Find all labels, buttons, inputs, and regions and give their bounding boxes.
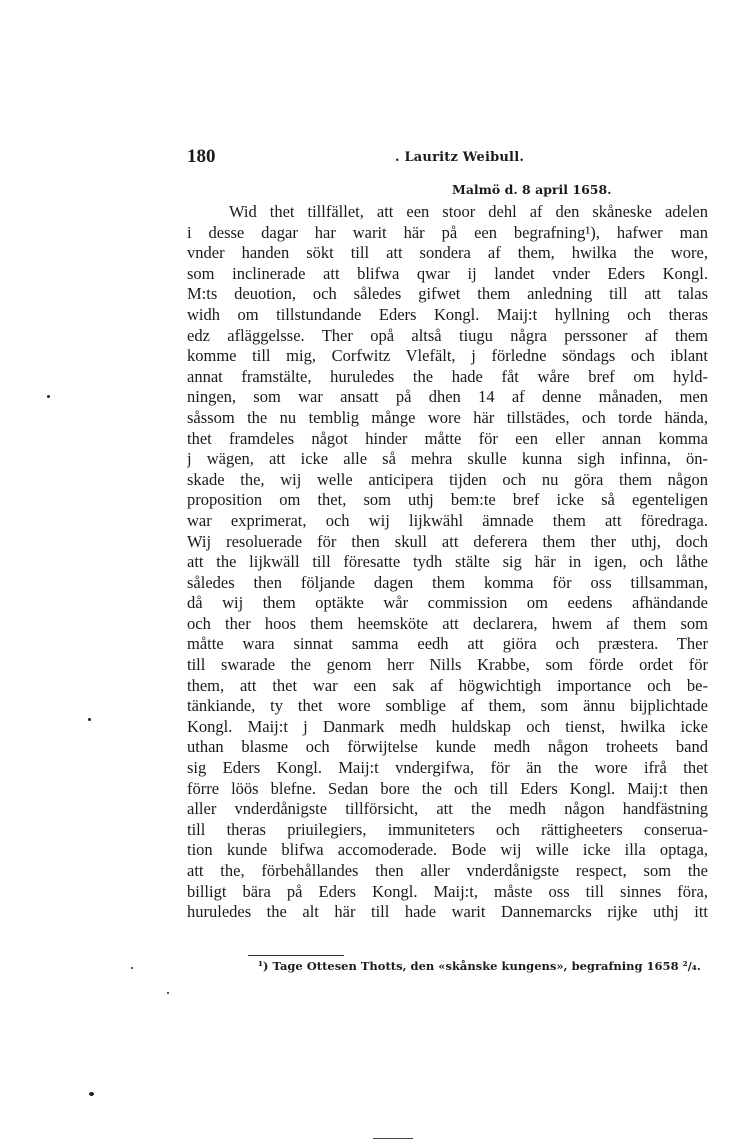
text-line: såssom the nu temblig månge wore här tillstädes, och torde hända, (187, 407, 708, 427)
text-line: Wid thet tillfället, att een stoor dehl af den skåneske adelen (229, 202, 708, 221)
text-line: komme till mig, Corfwitz Vlefält, j förledne söndags och iblant (187, 346, 708, 366)
text-line: M:ts deuotion, och således gifwet them anledning till att talas (187, 284, 708, 304)
scan-speck (131, 967, 133, 969)
letter-body (187, 202, 708, 923)
text-line: Kongl. Maij:t j Danmark medh huldskap och tienst, hwilka icke (187, 716, 708, 736)
footnote: ¹) Tage Ottesen Thotts, den «skånske kungens», begrafning 1658 ²/₄. (258, 959, 701, 973)
text-line: sig Eders Kongl. Maij:t vndergifwa, för än the wore ifrå thet (187, 758, 708, 778)
text-line: som inclinerade att blifwa qwar ij landet vnder Eders Kongl. (187, 263, 708, 283)
text-line: att the lijkwäll till föresatte tydh stälte sig här in igen, och låthe (187, 552, 708, 572)
text-line: att the, förbehållandes then aller vnderdånigste respect, som the (187, 861, 708, 880)
text-line: till swarade the genom herr Nills Krabbe, som förde ordet för (187, 655, 708, 675)
running-head: . Lauritz Weibull. (395, 150, 525, 165)
scan-speck (167, 992, 169, 994)
text-line: och ther hoos them heemsköte att declarera, hwem af them som (187, 613, 708, 633)
text-line: huruledes the alt här till hade warit Dannemarcks rijke uthj itt (187, 902, 708, 922)
letter-dateline: Malmö d. 8 april 1658. (452, 182, 612, 197)
text-line: till theras priuilegiers, immuniteters och rättigheeters conserua- (187, 819, 708, 839)
text-line: edz afläggelsse. Ther opå altså tiugu några perssoner af them (187, 325, 708, 345)
text-line: vnder handen sökt till att sondera af them, hwilka the wore, (187, 243, 708, 263)
text-line: proposition om thet, som uthj bem:te bref icke så egenteligen (187, 490, 708, 510)
text-line: war exprimerat, och wij lijkwähl ämnade them att föredraga. (187, 510, 708, 530)
text-line: annat framstälte, huruledes the hade fåt wåre bref om hyld- (187, 366, 708, 386)
text-line: således then följande dagen them komma för oss tillsamman, (187, 572, 708, 592)
text-line: j wägen, att icke alle så mehra skulle kunna sigh infinna, ön- (187, 449, 708, 469)
text-line: tion kunde blifwa accomoderade. Bode wij wille icke illa optaga, (187, 840, 708, 860)
scan-speck (89, 1092, 94, 1096)
text-line: förre löös blefne. Sedan bore the och till Eders Kongl. Maij:t then (187, 778, 708, 798)
text-line: thet framdeles något hinder måtte för een eller annan komma (187, 428, 708, 448)
text-line: tänkiande, ty thet wore somblige af them, som ännu bijplichtade (187, 696, 708, 716)
text-line: aller vnderdånigste tillförsicht, att the medh någon handfästning (187, 799, 708, 819)
text-line: i desse dagar har warit här på een begrafning¹), hafwer man (187, 222, 708, 242)
footnote-rule (248, 955, 344, 956)
bottom-rule (373, 1138, 413, 1139)
text-line: widh om tillstundande Eders Kongl. Maij:t hyllning och theras (187, 304, 708, 324)
scan-speck (88, 718, 91, 721)
page-number: 180 (187, 146, 216, 167)
text-line: måtte wara sinnat samma eedh att giöra och præstera. Ther (187, 634, 708, 654)
page-header (187, 146, 708, 170)
text-line: skade the, wij welle anticipera tijden och nu göra them någon (187, 469, 708, 489)
scan-speck (47, 395, 50, 398)
text-line: då wij them optäkte wår commission om eedens afhändande (187, 593, 708, 613)
text-line: uthan blasme och förwijtelse kunde medh någon troheets band (187, 737, 708, 757)
text-line: them, att thet war een sak af högwichtigh importance och be- (187, 675, 708, 695)
text-line: billigt bära på Eders Kongl. Maij:t, måste oss till sinnes föra, (187, 881, 708, 901)
text-line: Wij resoluerade för then skull att deferera them ther uthj, doch (187, 531, 708, 551)
text-line: ningen, som war ansatt på dhen 14 af denne månaden, men (187, 387, 708, 407)
